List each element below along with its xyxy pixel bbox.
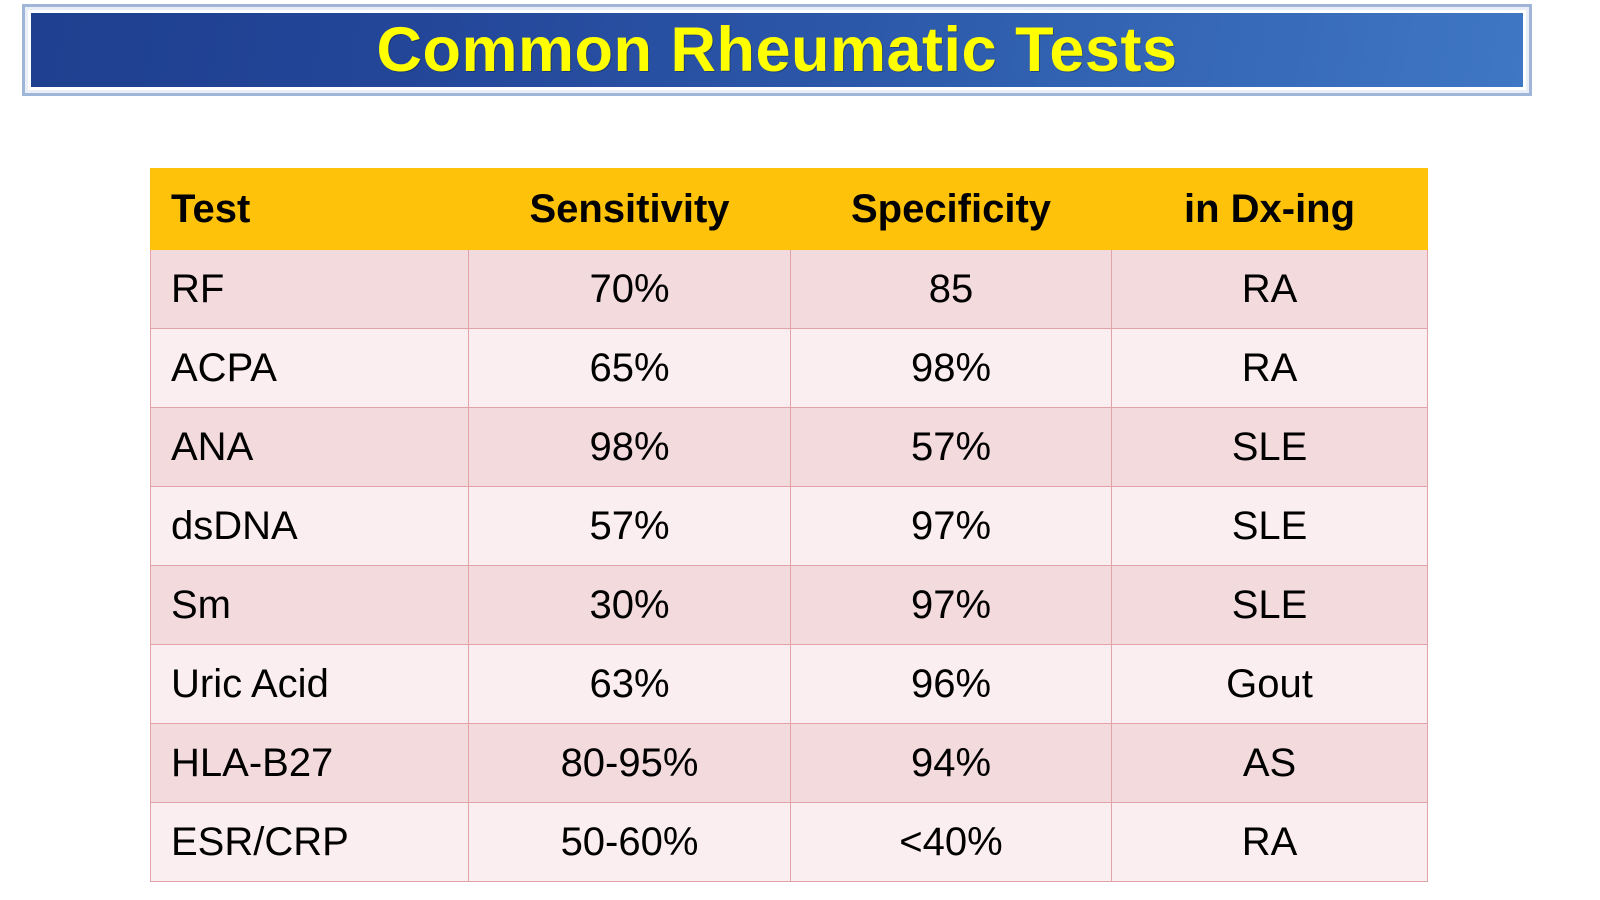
cell-dx: SLE [1112,408,1428,487]
table-header-row [151,169,1428,250]
column-header-dx: in Dx-ing [1112,169,1428,250]
table-row [151,803,1428,882]
cell-sensitivity: 80-95% [469,724,791,803]
cell-test: HLA-B27 [151,724,469,803]
title-banner [22,4,1532,96]
cell-specificity: 85 [791,250,1112,329]
cell-specificity: 97% [791,566,1112,645]
cell-specificity: 57% [791,408,1112,487]
cell-test: Uric Acid [151,645,469,724]
cell-dx: SLE [1112,487,1428,566]
cell-test: Sm [151,566,469,645]
rheumatic-tests-table [150,168,1428,882]
cell-dx: RA [1112,329,1428,408]
cell-sensitivity: 30% [469,566,791,645]
table-row [151,329,1428,408]
table-row [151,487,1428,566]
table-row [151,724,1428,803]
cell-test: ESR/CRP [151,803,469,882]
cell-dx: RA [1112,803,1428,882]
table-row [151,645,1428,724]
cell-specificity: 98% [791,329,1112,408]
cell-specificity: 96% [791,645,1112,724]
table-row [151,566,1428,645]
cell-test: ANA [151,408,469,487]
table-header [151,169,1428,250]
cell-sensitivity: 65% [469,329,791,408]
cell-dx: RA [1112,250,1428,329]
cell-sensitivity: 63% [469,645,791,724]
cell-test: RF [151,250,469,329]
cell-test: dsDNA [151,487,469,566]
cell-sensitivity: 57% [469,487,791,566]
column-header-test: Test [151,169,469,250]
cell-specificity: 94% [791,724,1112,803]
cell-dx: Gout [1112,645,1428,724]
column-header-sensitivity: Sensitivity [469,169,791,250]
table-row [151,408,1428,487]
table-row [151,250,1428,329]
cell-specificity: 97% [791,487,1112,566]
cell-sensitivity: 50-60% [469,803,791,882]
title-banner-inner [28,10,1526,90]
rheumatic-tests-table-container [150,168,1427,882]
cell-test: ACPA [151,329,469,408]
cell-dx: AS [1112,724,1428,803]
cell-sensitivity: 70% [469,250,791,329]
cell-sensitivity: 98% [469,408,791,487]
table-body [151,250,1428,882]
page-title: Common Rheumatic Tests [376,14,1178,85]
column-header-specificity: Specificity [791,169,1112,250]
cell-dx: SLE [1112,566,1428,645]
cell-specificity: <40% [791,803,1112,882]
